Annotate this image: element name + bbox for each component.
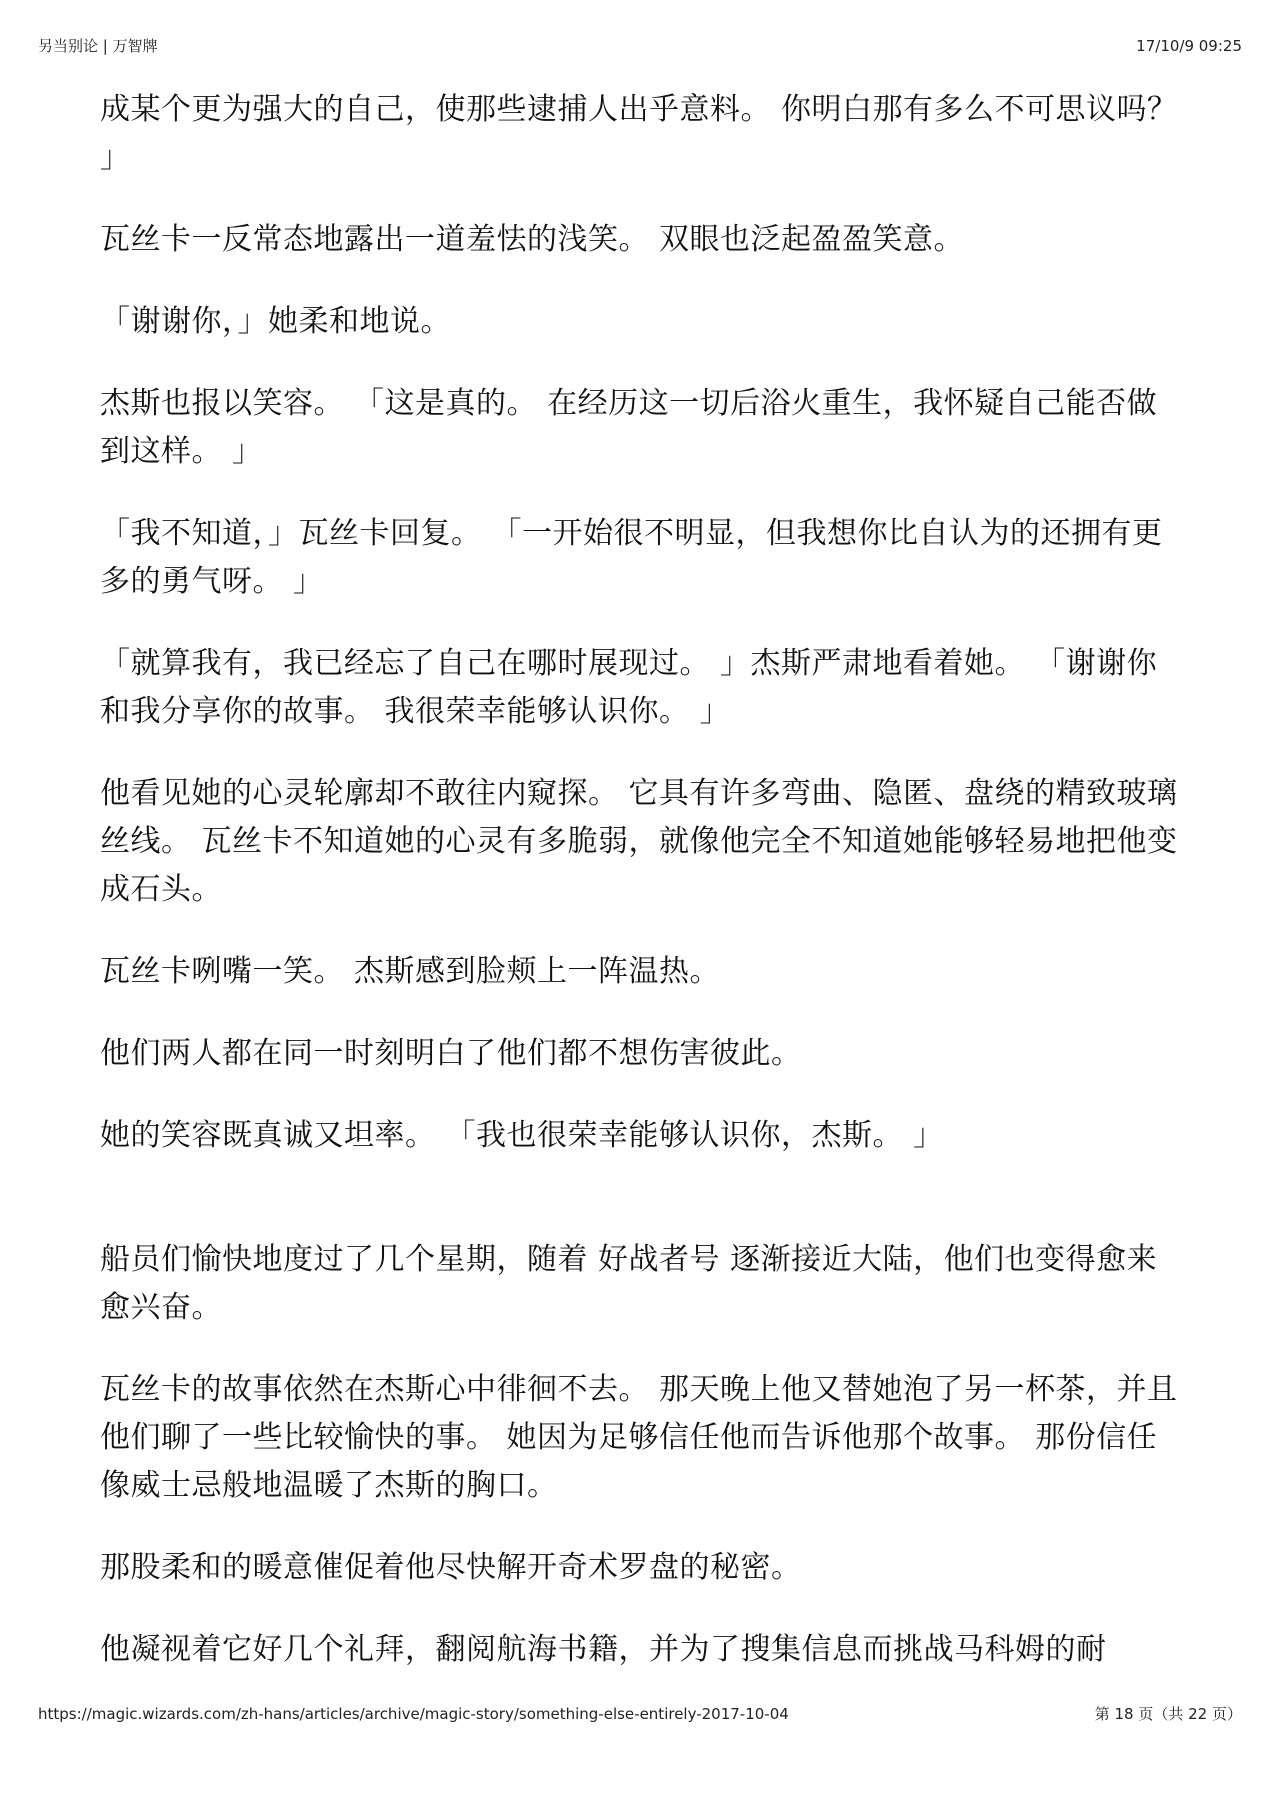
paragraph: 「我不知道，」瓦丝卡回复。 「一开始很不明显，但我想你比自认为的还拥有更多的勇气呀。 」 — [100, 516, 1163, 599]
paragraph: 他看见她的心灵轮廓却不敢往内窥探。 它具有许多弯曲、隐匿、盘绕的精致玻璃丝线。 瓦丝卡不知道她的心灵有多脆弱，就像他完全不知道她能够轻易地把他变成石头。 — [100, 776, 1178, 907]
paragraph: 她的笑容既真诚又坦率。 「我也很荣幸能够认识你，杰斯。 」 — [100, 1118, 944, 1153]
page-title: 另当别论 | 万智牌 — [38, 37, 158, 55]
paragraph: 瓦丝卡一反常态地露出一道羞怯的浅笑。 双眼也泛起盈盈笑意。 — [100, 222, 965, 257]
paragraph: 船员们愉快地度过了几个星期，随着 好战者号 逐渐接近大陆，他们也变得愈来愈兴奋。 — [100, 1242, 1158, 1325]
article-body — [100, 86, 1180, 1708]
paragraph: 「就算我有，我已经忘了自己在哪时展现过。 」杰斯严肃地看着她。 「谢谢你和我分享你的故事。 我很荣幸能够认识你。 」 — [100, 646, 1158, 729]
paragraph: 瓦丝卡的故事依然在杰斯心中徘徊不去。 那天晚上他又替她泡了另一杯茶，并且他们聊了一些比较愉快的事。 她因为足够信任他而告诉他那个故事。 那份信任像威士忌般地温暖了杰斯的胸口。 — [100, 1372, 1178, 1503]
page-footer — [38, 1702, 1242, 1726]
source-url: https://magic.wizards.com/zh-hans/articles/archive/magic-story/something-else-entirely-2017-10-04 — [38, 1705, 789, 1723]
paragraph: 那股柔和的暖意催促着他尽快解开奇术罗盘的秘密。 — [100, 1550, 802, 1585]
page-header — [38, 34, 1242, 58]
paragraph: 「谢谢你，」她柔和地说。 — [100, 304, 451, 339]
page-number: 第 18 页（共 22 页） — [1094, 1705, 1242, 1723]
print-datetime: 17/10/9 09:25 — [1136, 37, 1242, 55]
paragraph: 瓦丝卡咧嘴一笑。 杰斯感到脸颊上一阵温热。 — [100, 954, 721, 989]
paragraph: 成某个更为强大的自己，使那些逮捕人出乎意料。 你明白那有多么不可思议吗？ 」 — [100, 92, 1178, 175]
paragraph: 杰斯也报以笑容。 「这是真的。 在经历这一切后浴火重生，我怀疑自己能否做到这样。 」 — [100, 386, 1158, 469]
paragraph: 他们两人都在同一时刻明白了他们都不想伤害彼此。 — [100, 1036, 802, 1071]
paragraph: 他凝视着它好几个礼拜，翻阅航海书籍，并为了搜集信息而挑战马科姆的耐 — [100, 1632, 1107, 1667]
